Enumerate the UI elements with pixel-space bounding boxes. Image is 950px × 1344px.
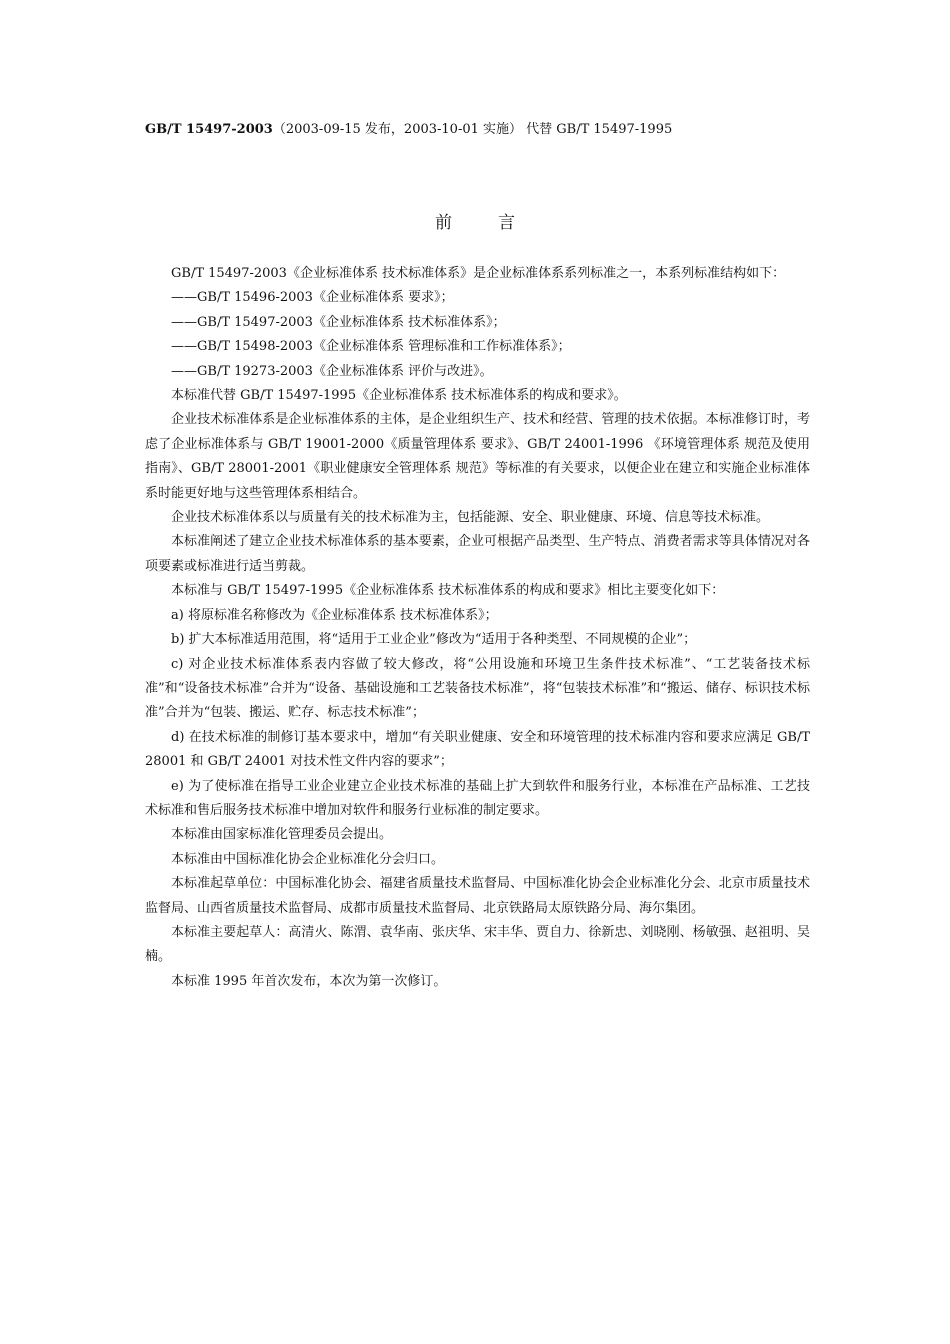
change-item-a: a) 将原标准名称修改为《企业标准体系 技术标准体系》； bbox=[171, 607, 498, 623]
list-item-standard: ——GB/T 15496-2003《企业标准体系 要求》； bbox=[171, 290, 454, 306]
change-item-c: c) 对企业技术标准体系表内容做了较大修改，将“公用设施和环境卫生条件技术标准”、“工艺装备技术标准”和“设备技术标准”合并为“设备、基础设施和工艺装备技术标准”，将“包装技术标准”和“搬运、储存、标识技术标准”合并为“包装、搬运、贮存、标志技术标准”； bbox=[145, 656, 810, 721]
list-item-standard: ——GB/T 15497-2003《企业标准体系 技术标准体系》； bbox=[171, 314, 506, 330]
change-item-b: b) 扩大本标准适用范围，将“适用于工业企业”修改为“适用于各种类型、不同规模的企业”； bbox=[171, 632, 697, 648]
publication-dates: （2003-09-15 发布，2003-10-01 实施） bbox=[272, 122, 523, 137]
paragraph-replaces: 本标准代替 GB/T 15497-1995《企业标准体系 技术标准体系的构成和要求》。 bbox=[171, 388, 627, 404]
replaces-standard: 代替 GB/T 15497-1995 bbox=[522, 122, 673, 137]
paragraph-drafting-units: 本标准起草单位：中国标准化协会、福建省质量技术监督局、中国标准化协会企业标准化分会、北京市质量技术监督局、山西省质量技术监督局、成都市质量技术监督局、北京铁路局太原铁路分局、海尔集团。 bbox=[145, 876, 810, 916]
paragraph-proposed-by: 本标准由国家标准化管理委员会提出。 bbox=[171, 827, 393, 843]
change-item-e: e) 为了使标准在指导工业企业建立企业技术标准的基础上扩大到软件和服务行业，本标准在产品标准、工艺技术标准和售后服务技术标准中增加对软件和服务行业标准的制定要求。 bbox=[145, 778, 810, 818]
foreword-title: 前言 bbox=[435, 213, 561, 233]
change-item-d: d) 在技术标准的制修订基本要求中，增加“有关职业健康、安全和环境管理的技术标准内容和要求应满足 GB/T 28001 和 GB/T 24001 对技术性文件内容的要求”； bbox=[145, 729, 810, 770]
paragraph-description: 企业技术标准体系是企业标准体系的主体，是企业组织生产、技术和经营、管理的技术依据。本标准修订时，考虑了企业标准体系与 GB/T 19001-2000《质量管理体系 要求》、GB/T 24001-1996 《环境管理体系 规范及使用指南》、GB/T 28001-2001《职业健康安全管理体系 规范》等标准的有关要求，以便企业在建立和实施企业标准体系时能更好地与这些管理体系相结合。 bbox=[145, 412, 810, 501]
list-item-standard: ——GB/T 15498-2003《企业标准体系 管理标准和工作标准体系》； bbox=[171, 339, 571, 355]
paragraph-drafters: 本标准主要起草人：高清火、陈渭、袁华南、张庆华、宋丰华、贾自力、徐新忠、刘晓刚、杨敏强、赵祖明、吴楠。 bbox=[145, 924, 810, 965]
paragraph-intro: GB/T 15497-2003《企业标准体系 技术标准体系》是企业标准体系系列标准之一，本系列标准结构如下： bbox=[171, 266, 786, 281]
list-item-standard: ——GB/T 19273-2003《企业标准体系 评价与改进》。 bbox=[171, 363, 493, 379]
paragraph-changes-intro: 本标准与 GB/T 15497-1995《企业标准体系 技术标准体系的构成和要求》相比主要变化如下： bbox=[171, 583, 725, 599]
standard-header bbox=[145, 121, 825, 139]
paragraph-managed-by: 本标准由中国标准化协会企业标准化分会归口。 bbox=[171, 851, 445, 867]
paragraph-scope: 企业技术标准体系以与质量有关的技术标准为主，包括能源、安全、职业健康、环境、信息等技术标准。 bbox=[171, 510, 770, 526]
foreword-body bbox=[145, 262, 810, 994]
paragraph-history: 本标准 1995 年首次发布，本次为第一次修订。 bbox=[171, 973, 447, 989]
standard-number: GB/T 15497-2003 bbox=[145, 122, 273, 137]
paragraph-elements: 本标准阐述了建立企业技术标准体系的基本要素，企业可根据产品类型、生产特点、消费者需求等具体情况对各项要素或标准进行适当剪裁。 bbox=[145, 534, 810, 574]
